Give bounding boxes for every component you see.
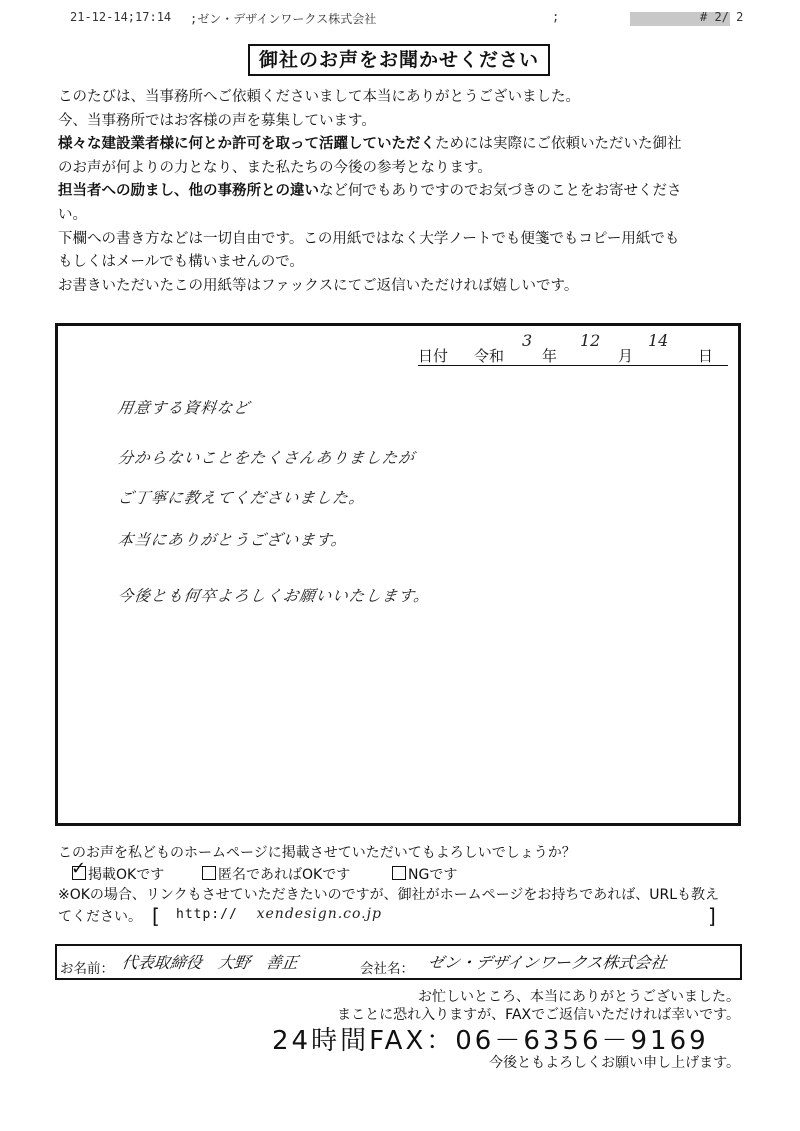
url-note-line: ※OKの場合、リンクもさせていただきたいのですが、御社がホームページをお持ちであれば、URLも教え: [58, 887, 720, 903]
permission-options: [71, 858, 772, 886]
option-label: 匿名であればOKです: [218, 867, 351, 883]
date-day-unit: 日: [698, 347, 714, 365]
checkbox-checked[interactable]: [71, 858, 87, 880]
intro-bold: 担当者への励まし、他の事務所との違い: [58, 183, 319, 200]
option-label: 掲載OKです: [88, 867, 165, 883]
url-bracket-close: ]: [708, 904, 716, 928]
option-ok[interactable]: [71, 858, 165, 884]
date-line: [418, 331, 728, 366]
url-prefix: http://: [176, 907, 238, 922]
intro-line: このたびは、当事務所へご依頼くださいまして本当にありがとうございました。: [58, 89, 580, 105]
intro-bold: 様々な建設業者様に何とか許可を取って活躍していただく: [58, 136, 435, 153]
intro-line: い。: [58, 206, 87, 223]
date-month: 12: [580, 331, 601, 350]
thanks-line: まことに恐れ入りますが、FAXでご返信いただければ幸いです。: [337, 1007, 740, 1023]
permission-question: [58, 842, 758, 864]
url-bracket-open: [: [152, 904, 160, 928]
message-line: 今後とも何卒よろしくお願いいたします。: [116, 587, 432, 605]
fax-header: [70, 10, 770, 28]
date-label: 日付: [418, 347, 449, 365]
intro-line: [58, 133, 758, 157]
date-era: 令和: [474, 347, 505, 365]
closing-line: 今後ともよろしくお願い申し上げます。: [489, 1055, 740, 1071]
checkbox[interactable]: [202, 866, 216, 880]
checkbox[interactable]: [392, 866, 406, 880]
message-line: ご丁寧に教えてくださいました。: [116, 489, 367, 507]
date-month-unit: 月: [618, 347, 634, 365]
date-day: 14: [648, 331, 669, 350]
date-year: 3: [522, 331, 533, 350]
intro-line: お書きいただいたこの用紙等はファックスにてご返信いただければ嬉しいです。: [58, 277, 579, 294]
intro-line: [58, 180, 758, 204]
intro-line: のお声が何よりの力となり、また私たちの今後の参考となります。: [58, 159, 492, 176]
name-value: 代表取締役 大野 善正: [120, 953, 300, 972]
message-line: 用意する資料など: [116, 399, 252, 417]
page-title: 御社のお声をお聞かせください: [248, 44, 550, 76]
date-year-unit: 年: [542, 347, 558, 365]
name-label: お名前：: [60, 961, 114, 977]
intro-line: 下欄への書き方などは一切自由です。この用紙ではなく大学ノートでも便箋でもコピー用紙でも: [58, 230, 680, 247]
thanks-line: お忙しいところ、本当にありがとうございました。: [418, 989, 740, 1005]
fax-page: # 2/ 2: [700, 10, 744, 24]
url-note: [58, 884, 758, 928]
fax-sender: ;ゼン・デザインワークス株式会社: [190, 12, 377, 26]
intro-line: もしくはメールでも構いませんので。: [58, 254, 304, 271]
intro-line: 今、当事務所ではお客様の声を募集しています。: [58, 112, 376, 129]
url-value: xendesign.co.jp: [256, 906, 382, 922]
option-ng[interactable]: [392, 864, 457, 884]
intro-rest: ためには実際にご依頼いただいた御社: [435, 136, 682, 153]
message-line: 分からないことをたくさんありましたが: [116, 449, 417, 467]
message-line: 本当にありがとうございます。: [116, 531, 349, 549]
fax-separator: ;: [552, 10, 560, 24]
company-label: 会社名：: [360, 961, 414, 977]
url-field[interactable]: [176, 906, 382, 922]
checkmark-icon: ✓: [71, 858, 87, 879]
option-label: NGです: [408, 867, 458, 883]
fax-timestamp: 21-12-14;17:14: [70, 10, 172, 24]
company-value: ゼン・デザインワークス株式会社: [426, 953, 668, 972]
intro-text: [58, 86, 758, 298]
url-note-line: てください。: [58, 909, 142, 925]
fax-number: 24時間FAX：06－6356－9169: [272, 1026, 709, 1056]
question-text: このお声を私どものホームページに掲載させていただいてもよろしいでしょうか？: [58, 845, 576, 861]
option-anonymous[interactable]: [202, 864, 350, 884]
intro-rest: など何でもありですのでお気づきのことをお寄せくださ: [319, 183, 682, 200]
